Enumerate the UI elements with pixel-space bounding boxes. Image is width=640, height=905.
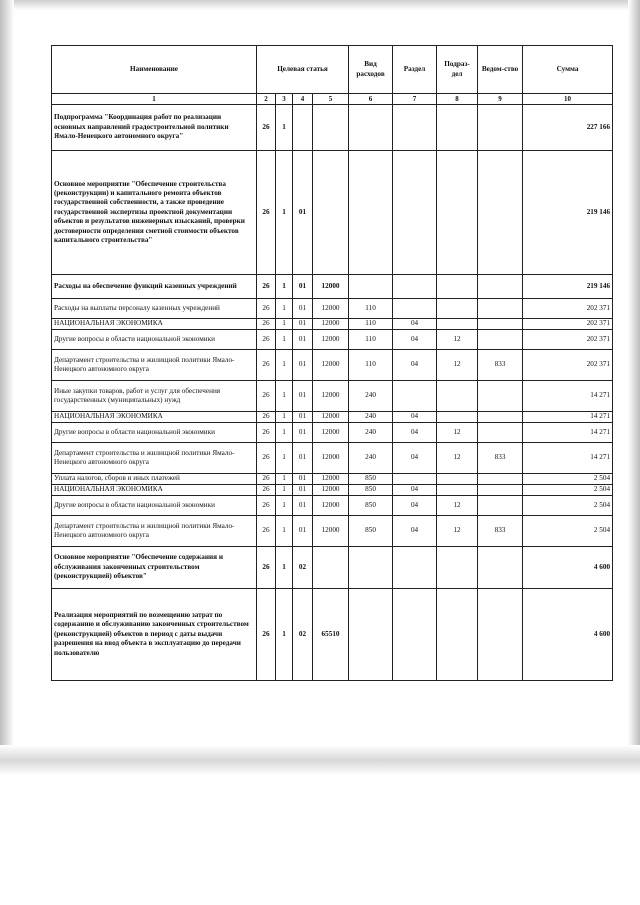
cell-target-event: 01 bbox=[293, 516, 313, 547]
cell-expense-type: 850 bbox=[349, 474, 393, 485]
cell-name: Подпрограмма "Координация работ по реализации основных направлений градостроительной политики Ямало-Ненецкого автономного округа" bbox=[52, 105, 257, 151]
column-number: 6 bbox=[349, 94, 393, 105]
cell-department bbox=[478, 485, 523, 496]
column-number-row bbox=[52, 94, 613, 105]
cell-name: НАЦИОНАЛЬНАЯ ЭКОНОМИКА bbox=[52, 485, 257, 496]
cell-target-program: 26 bbox=[257, 474, 276, 485]
cell-target-program: 26 bbox=[257, 547, 276, 589]
cell-section: 04 bbox=[393, 485, 437, 496]
cell-expense-type: 110 bbox=[349, 319, 393, 330]
cell-target-direction: 12000 bbox=[313, 319, 349, 330]
cell-subsection bbox=[437, 151, 478, 275]
header-vedomstvo: Ведом-ство bbox=[478, 46, 523, 94]
cell-target-direction: 12000 bbox=[313, 443, 349, 474]
cell-target-event: 01 bbox=[293, 423, 313, 443]
cell-sum: 202 371 bbox=[523, 330, 613, 350]
cell-subsection: 12 bbox=[437, 496, 478, 516]
cell-subsection: 12 bbox=[437, 350, 478, 381]
cell-target-direction: 12000 bbox=[313, 496, 349, 516]
cell-target-program: 26 bbox=[257, 105, 276, 151]
cell-target-program: 26 bbox=[257, 443, 276, 474]
cell-sum: 2 504 bbox=[523, 516, 613, 547]
cell-target-direction: 12000 bbox=[313, 330, 349, 350]
cell-target-event: 01 bbox=[293, 299, 313, 319]
table-row bbox=[52, 443, 613, 474]
cell-target-direction: 12000 bbox=[313, 474, 349, 485]
cell-target-event: 01 bbox=[293, 319, 313, 330]
cell-department bbox=[478, 105, 523, 151]
cell-target-event: 01 bbox=[293, 412, 313, 423]
cell-department: 833 bbox=[478, 350, 523, 381]
cell-target-direction: 65510 bbox=[313, 589, 349, 681]
cell-sum: 219 146 bbox=[523, 275, 613, 299]
cell-target-event: 01 bbox=[293, 381, 313, 412]
cell-target-event: 01 bbox=[293, 151, 313, 275]
cell-subsection bbox=[437, 412, 478, 423]
cell-expense-type: 850 bbox=[349, 516, 393, 547]
cell-target-event: 02 bbox=[293, 589, 313, 681]
cell-section: 04 bbox=[393, 330, 437, 350]
cell-target-program: 26 bbox=[257, 151, 276, 275]
cell-target-subprogram: 1 bbox=[276, 151, 293, 275]
cell-target-subprogram: 1 bbox=[276, 474, 293, 485]
cell-subsection bbox=[437, 319, 478, 330]
cell-target-subprogram: 1 bbox=[276, 381, 293, 412]
header-target: Целевая статья bbox=[257, 46, 349, 94]
cell-expense-type: 850 bbox=[349, 496, 393, 516]
table-row bbox=[52, 589, 613, 681]
cell-target-subprogram: 1 bbox=[276, 105, 293, 151]
cell-target-direction bbox=[313, 105, 349, 151]
table-row bbox=[52, 485, 613, 496]
cell-subsection bbox=[437, 589, 478, 681]
cell-target-subprogram: 1 bbox=[276, 412, 293, 423]
cell-sum: 14 271 bbox=[523, 443, 613, 474]
cell-target-program: 26 bbox=[257, 330, 276, 350]
cell-expense-type: 850 bbox=[349, 485, 393, 496]
cell-expense-type: 110 bbox=[349, 350, 393, 381]
cell-section bbox=[393, 547, 437, 589]
cell-target-subprogram: 1 bbox=[276, 319, 293, 330]
cell-expense-type bbox=[349, 105, 393, 151]
cell-section: 04 bbox=[393, 496, 437, 516]
cell-department bbox=[478, 589, 523, 681]
cell-sum: 14 271 bbox=[523, 381, 613, 412]
header-razdel: Раздел bbox=[393, 46, 437, 94]
scan-edge-bottom bbox=[0, 745, 640, 775]
cell-target-subprogram: 1 bbox=[276, 350, 293, 381]
cell-section: 04 bbox=[393, 423, 437, 443]
cell-expense-type bbox=[349, 151, 393, 275]
cell-department bbox=[478, 474, 523, 485]
cell-target-event: 02 bbox=[293, 547, 313, 589]
cell-subsection bbox=[437, 485, 478, 496]
cell-target-subprogram: 1 bbox=[276, 516, 293, 547]
cell-expense-type bbox=[349, 589, 393, 681]
table-row bbox=[52, 330, 613, 350]
cell-department: 833 bbox=[478, 516, 523, 547]
cell-subsection: 12 bbox=[437, 330, 478, 350]
cell-expense-type: 240 bbox=[349, 443, 393, 474]
cell-target-event: 01 bbox=[293, 275, 313, 299]
cell-name: НАЦИОНАЛЬНАЯ ЭКОНОМИКА bbox=[52, 412, 257, 423]
table-row bbox=[52, 151, 613, 275]
table-row bbox=[52, 496, 613, 516]
cell-target-direction: 12000 bbox=[313, 381, 349, 412]
cell-target-direction: 12000 bbox=[313, 275, 349, 299]
cell-target-event: 01 bbox=[293, 485, 313, 496]
cell-name: Департамент строительства и жилищной политики Ямало-Ненецкого автономного округа bbox=[52, 443, 257, 474]
cell-department bbox=[478, 412, 523, 423]
cell-target-direction: 12000 bbox=[313, 350, 349, 381]
cell-target-direction bbox=[313, 151, 349, 275]
cell-subsection bbox=[437, 474, 478, 485]
cell-sum: 4 600 bbox=[523, 547, 613, 589]
scan-edge-top bbox=[0, 0, 640, 10]
cell-expense-type: 240 bbox=[349, 412, 393, 423]
cell-section bbox=[393, 151, 437, 275]
column-number: 7 bbox=[393, 94, 437, 105]
cell-target-event: 01 bbox=[293, 496, 313, 516]
cell-sum: 219 146 bbox=[523, 151, 613, 275]
cell-name: Уплата налогов, сборов и иных платежей bbox=[52, 474, 257, 485]
table-row bbox=[52, 423, 613, 443]
cell-section: 04 bbox=[393, 516, 437, 547]
header-podrazdel: Подраз-дел bbox=[437, 46, 478, 94]
cell-subsection bbox=[437, 299, 478, 319]
cell-name: Иные закупки товаров, работ и услуг для обеспечения государственных (муниципальных) нужд bbox=[52, 381, 257, 412]
cell-target-program: 26 bbox=[257, 299, 276, 319]
column-number: 9 bbox=[478, 94, 523, 105]
scan-edge-left bbox=[0, 0, 14, 770]
cell-target-program: 26 bbox=[257, 589, 276, 681]
cell-subsection: 12 bbox=[437, 443, 478, 474]
cell-name: Расходы на выплаты персоналу казенных учреждений bbox=[52, 299, 257, 319]
table-row bbox=[52, 516, 613, 547]
cell-department bbox=[478, 299, 523, 319]
cell-target-event: 01 bbox=[293, 330, 313, 350]
cell-target-program: 26 bbox=[257, 350, 276, 381]
cell-target-subprogram: 1 bbox=[276, 443, 293, 474]
cell-expense-type bbox=[349, 547, 393, 589]
cell-target-subprogram: 1 bbox=[276, 275, 293, 299]
cell-name: Основное мероприятие "Обеспечение содержания и обслуживания законченных строительством (реконструкцией) объектов" bbox=[52, 547, 257, 589]
column-number: 3 bbox=[276, 94, 293, 105]
cell-section bbox=[393, 299, 437, 319]
cell-target-subprogram: 1 bbox=[276, 299, 293, 319]
table-row bbox=[52, 105, 613, 151]
cell-section bbox=[393, 275, 437, 299]
cell-sum: 202 371 bbox=[523, 319, 613, 330]
column-number: 1 bbox=[52, 94, 257, 105]
cell-department bbox=[478, 275, 523, 299]
cell-subsection bbox=[437, 105, 478, 151]
cell-target-direction: 12000 bbox=[313, 299, 349, 319]
cell-sum: 202 371 bbox=[523, 299, 613, 319]
cell-department bbox=[478, 151, 523, 275]
cell-expense-type: 110 bbox=[349, 299, 393, 319]
cell-sum: 202 371 bbox=[523, 350, 613, 381]
cell-name: Другие вопросы в области национальной экономики bbox=[52, 423, 257, 443]
cell-sum: 4 600 bbox=[523, 589, 613, 681]
cell-sum: 14 271 bbox=[523, 412, 613, 423]
cell-name: Реализация мероприятий по возмещению затрат по содержанию и обслуживанию законченных строительством (реконструкцией) объектов в период с даты выдачи разрешения на ввод объекта в эксплуатацию до передачи пользователю bbox=[52, 589, 257, 681]
cell-target-direction bbox=[313, 547, 349, 589]
cell-target-program: 26 bbox=[257, 516, 276, 547]
cell-target-program: 26 bbox=[257, 485, 276, 496]
cell-name: Другие вопросы в области национальной экономики bbox=[52, 330, 257, 350]
cell-target-event: 01 bbox=[293, 350, 313, 381]
cell-subsection bbox=[437, 275, 478, 299]
cell-expense-type bbox=[349, 275, 393, 299]
cell-target-event bbox=[293, 105, 313, 151]
table-row bbox=[52, 299, 613, 319]
cell-expense-type: 240 bbox=[349, 423, 393, 443]
cell-section bbox=[393, 105, 437, 151]
cell-department bbox=[478, 423, 523, 443]
cell-sum: 227 166 bbox=[523, 105, 613, 151]
cell-section: 04 bbox=[393, 443, 437, 474]
cell-subsection bbox=[437, 381, 478, 412]
cell-name: Основное мероприятие "Обеспечение строительства (реконструкции) и капитального ремонта объектов государственной собственности, а также проведение государственной экспертизы проектной документации объектов и результатов инженерных изысканий, проверки достоверности определения сметной стоимости объектов капитального строительства" bbox=[52, 151, 257, 275]
cell-expense-type: 110 bbox=[349, 330, 393, 350]
cell-target-program: 26 bbox=[257, 381, 276, 412]
cell-section: 04 bbox=[393, 350, 437, 381]
cell-section bbox=[393, 381, 437, 412]
table-row bbox=[52, 350, 613, 381]
cell-name: Другие вопросы в области национальной экономики bbox=[52, 496, 257, 516]
header-name: Наименование bbox=[52, 46, 257, 94]
cell-target-subprogram: 1 bbox=[276, 589, 293, 681]
cell-department: 833 bbox=[478, 443, 523, 474]
budget-table bbox=[51, 45, 613, 681]
column-number: 8 bbox=[437, 94, 478, 105]
cell-target-subprogram: 1 bbox=[276, 423, 293, 443]
cell-department bbox=[478, 330, 523, 350]
cell-sum: 2 504 bbox=[523, 474, 613, 485]
cell-subsection: 12 bbox=[437, 516, 478, 547]
cell-target-subprogram: 1 bbox=[276, 496, 293, 516]
cell-name: НАЦИОНАЛЬНАЯ ЭКОНОМИКА bbox=[52, 319, 257, 330]
cell-target-direction: 12000 bbox=[313, 423, 349, 443]
table-row bbox=[52, 381, 613, 412]
table-row bbox=[52, 275, 613, 299]
cell-target-program: 26 bbox=[257, 496, 276, 516]
cell-subsection bbox=[437, 547, 478, 589]
cell-name: Департамент строительства и жилищной политики Ямало-Ненецкого автономного округа bbox=[52, 516, 257, 547]
cell-target-program: 26 bbox=[257, 319, 276, 330]
header-summa: Сумма bbox=[523, 46, 613, 94]
cell-target-program: 26 bbox=[257, 275, 276, 299]
cell-department bbox=[478, 319, 523, 330]
column-number: 4 bbox=[293, 94, 313, 105]
cell-sum: 14 271 bbox=[523, 423, 613, 443]
cell-sum: 2 504 bbox=[523, 496, 613, 516]
table-row bbox=[52, 547, 613, 589]
cell-target-subprogram: 1 bbox=[276, 485, 293, 496]
cell-section: 04 bbox=[393, 319, 437, 330]
cell-expense-type: 240 bbox=[349, 381, 393, 412]
cell-name: Расходы на обеспечение функций казенных учреждений bbox=[52, 275, 257, 299]
cell-target-event: 01 bbox=[293, 443, 313, 474]
cell-target-program: 26 bbox=[257, 423, 276, 443]
cell-target-subprogram: 1 bbox=[276, 547, 293, 589]
cell-target-direction: 12000 bbox=[313, 412, 349, 423]
cell-target-subprogram: 1 bbox=[276, 330, 293, 350]
cell-department bbox=[478, 547, 523, 589]
column-number: 10 bbox=[523, 94, 613, 105]
cell-section: 04 bbox=[393, 412, 437, 423]
table-header-row bbox=[52, 46, 613, 94]
table-row bbox=[52, 412, 613, 423]
cell-name: Департамент строительства и жилищной политики Ямало-Ненецкого автономного округа bbox=[52, 350, 257, 381]
cell-department bbox=[478, 496, 523, 516]
scan-edge-right bbox=[628, 0, 640, 770]
table-row bbox=[52, 474, 613, 485]
cell-target-direction: 12000 bbox=[313, 516, 349, 547]
column-number: 5 bbox=[313, 94, 349, 105]
cell-subsection: 12 bbox=[437, 423, 478, 443]
cell-target-event: 01 bbox=[293, 474, 313, 485]
cell-section bbox=[393, 474, 437, 485]
cell-department bbox=[478, 381, 523, 412]
cell-target-direction: 12000 bbox=[313, 485, 349, 496]
column-number: 2 bbox=[257, 94, 276, 105]
header-vid: Вид расходов bbox=[349, 46, 393, 94]
cell-section bbox=[393, 589, 437, 681]
cell-sum: 2 504 bbox=[523, 485, 613, 496]
cell-target-program: 26 bbox=[257, 412, 276, 423]
table-row bbox=[52, 319, 613, 330]
